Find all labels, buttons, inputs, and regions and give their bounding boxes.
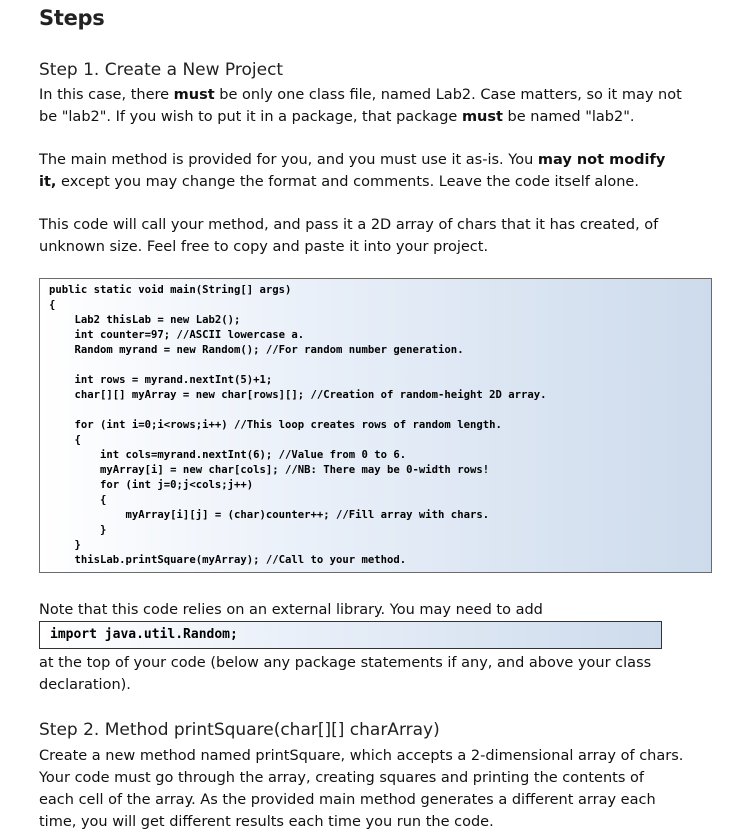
step2-paragraph — [39, 745, 719, 833]
page-title: Steps — [39, 6, 105, 30]
emphasis-must: must — [173, 87, 215, 103]
emphasis-must: must — [461, 109, 503, 125]
import-code-block — [39, 621, 662, 649]
text-line: at the top of your code (below any package statements if any, and above your class — [39, 655, 652, 671]
note-text: Note that this code relies on an external library. You may need to add — [39, 602, 543, 618]
text: The main method is provided for you, and you must use it as-is. You — [39, 152, 538, 168]
step1-paragraph-2 — [39, 149, 719, 193]
code-line: int counter=97; //ASCII lowercase a. — [49, 329, 305, 341]
after-import-paragraph — [39, 652, 719, 696]
code-line: for (int j=0;j<cols;j++) — [49, 479, 254, 491]
text: In this case, there — [39, 87, 174, 103]
code-line: } — [49, 539, 81, 551]
code-line: char[][] myArray = new char[rows][]; //Creation of random-height 2D array. — [49, 389, 547, 401]
text-line: time, you will get different results each time you run the code. — [39, 814, 494, 830]
code-line: { — [49, 494, 107, 506]
text-line: each cell of the array. As the provided main method generates a different array each — [39, 792, 656, 808]
text: except you may change the format and comments. Leave the code itself alone. — [56, 174, 639, 190]
text-line: This code will call your method, and pass it a 2D array of chars that it has created, of — [39, 217, 659, 233]
code-line: for (int i=0;i<rows;i++) //This loop creates rows of random length. — [49, 419, 502, 431]
text: be named "lab2". — [502, 109, 635, 125]
text-line: Your code must go through the array, creating squares and printing the contents of — [39, 770, 644, 786]
step1-paragraph-1 — [39, 84, 719, 128]
code-line: { — [49, 299, 56, 311]
code-line: int cols=myrand.nextInt(6); //Value from 0 to 6. — [49, 449, 407, 461]
code-line: thisLab.printSquare(myArray); //Call to your method. — [49, 554, 407, 566]
code-line: { — [49, 434, 81, 446]
text: be only one class file, named Lab2. Case matters, so it may not — [214, 87, 682, 103]
text-line: Create a new method named printSquare, which accepts a 2-dimensional array of chars. — [39, 748, 684, 764]
code-line: Random myrand = new Random(); //For random number generation. — [49, 344, 464, 356]
emphasis-may-not-modify: may not modify — [537, 152, 666, 168]
step1-paragraph-3 — [39, 214, 719, 258]
import-line: import java.util.Random; — [50, 627, 238, 642]
code-line: myArray[i][j] = (char)counter++; //Fill array with chars. — [49, 509, 490, 521]
code-line: myArray[i] = new char[cols]; //NB: There may be 0-width rows! — [49, 464, 490, 476]
text-line: declaration). — [39, 677, 131, 693]
code-line: } — [49, 524, 107, 536]
text-line: unknown size. Feel free to copy and paste it into your project. — [39, 239, 489, 255]
code-block — [39, 278, 712, 573]
code-line: int rows = myrand.nextInt(5)+1; — [49, 374, 273, 386]
step2-heading: Step 2. Method printSquare(char[][] charArray) — [39, 720, 440, 740]
emphasis-it: it, — [39, 174, 57, 190]
code-line: Lab2 thisLab = new Lab2(); — [49, 314, 241, 326]
step1-heading: Step 1. Create a New Project — [39, 60, 284, 80]
code-line: public static void main(String[] args) — [49, 284, 292, 296]
text: be "lab2". If you wish to put it in a package, that package — [39, 109, 462, 125]
